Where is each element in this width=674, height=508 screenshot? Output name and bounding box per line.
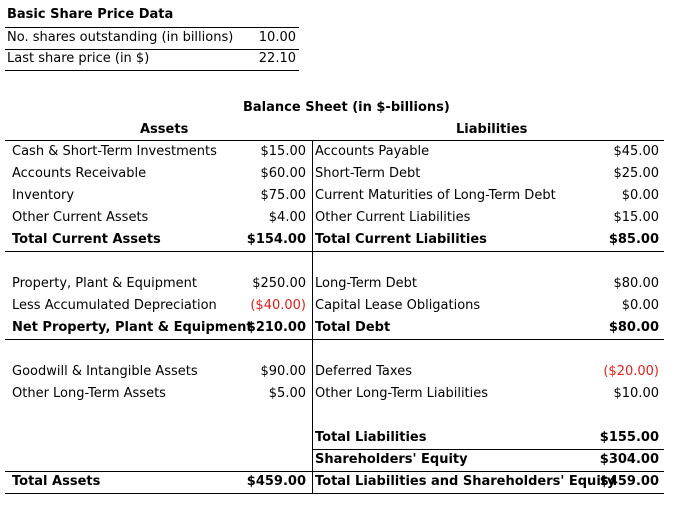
share-block-bottom-border xyxy=(5,70,299,71)
total-row-bottom-border xyxy=(5,493,664,494)
total-row-top-border xyxy=(5,471,664,472)
liability-value: ($20.00) xyxy=(603,364,659,379)
share-row-label: Last share price (in $) xyxy=(7,51,150,66)
column-divider xyxy=(312,140,313,493)
liability-label: Total Debt xyxy=(315,320,391,335)
liability-value: $15.00 xyxy=(613,210,659,225)
subtotal-underline xyxy=(5,339,664,340)
liability-label: Other Current Liabilities xyxy=(315,210,471,225)
asset-value: $250.00 xyxy=(252,276,306,291)
share-row-value: 22.10 xyxy=(258,51,296,66)
liability-label: Total Liabilities and Shareholders' Equity xyxy=(315,474,616,489)
asset-label: Cash & Short-Term Investments xyxy=(12,144,217,159)
liability-value: $155.00 xyxy=(599,430,659,445)
asset-value: $15.00 xyxy=(260,144,306,159)
asset-label: Inventory xyxy=(12,188,75,203)
asset-label: Less Accumulated Depreciation xyxy=(12,298,217,313)
liabilities-header: Liabilities xyxy=(456,122,528,137)
liability-label: Current Maturities of Long-Term Debt xyxy=(315,188,556,203)
asset-value: $154.00 xyxy=(246,232,306,247)
liability-label: Shareholders' Equity xyxy=(315,452,468,467)
asset-value: $60.00 xyxy=(260,166,306,181)
asset-label: Other Current Assets xyxy=(12,210,149,225)
share-data-title: Basic Share Price Data xyxy=(7,7,174,22)
asset-value: $4.00 xyxy=(268,210,306,225)
liability-label: Accounts Payable xyxy=(315,144,430,159)
liability-value: $10.00 xyxy=(613,386,659,401)
assets-header: Assets xyxy=(140,122,189,137)
asset-value: $210.00 xyxy=(246,320,306,335)
asset-label: Net Property, Plant & Equipment xyxy=(12,320,253,335)
liability-label: Total Liabilities xyxy=(315,430,427,445)
liability-label: Other Long-Term Liabilities xyxy=(315,386,489,401)
asset-value: $75.00 xyxy=(260,188,306,203)
liability-value: $25.00 xyxy=(613,166,659,181)
share-row-value: 10.00 xyxy=(258,30,296,45)
liability-value: $80.00 xyxy=(608,320,659,335)
liability-value: $85.00 xyxy=(608,232,659,247)
liability-value: $80.00 xyxy=(613,276,659,291)
asset-label: Goodwill & Intangible Assets xyxy=(12,364,198,379)
asset-label: Total Assets xyxy=(12,474,101,489)
asset-value: $459.00 xyxy=(246,474,306,489)
asset-label: Other Long-Term Assets xyxy=(12,386,166,401)
share-row-label: No. shares outstanding (in billions) xyxy=(7,30,234,45)
liability-label: Long-Term Debt xyxy=(315,276,417,291)
asset-value: $90.00 xyxy=(260,364,306,379)
asset-value: $5.00 xyxy=(268,386,306,401)
liability-value: $0.00 xyxy=(621,298,659,313)
liability-value: $459.00 xyxy=(599,474,659,489)
liability-value: $45.00 xyxy=(613,144,659,159)
asset-value: ($40.00) xyxy=(250,298,306,313)
subtotal-underline xyxy=(5,251,664,252)
balance-sheet-title: Balance Sheet (in $-billions) xyxy=(243,100,450,115)
asset-label: Accounts Receivable xyxy=(12,166,147,181)
liability-label: Short-Term Debt xyxy=(315,166,421,181)
liability-label: Total Current Liabilities xyxy=(315,232,487,247)
liability-value: $304.00 xyxy=(599,452,659,467)
asset-label: Property, Plant & Equipment xyxy=(12,276,197,291)
asset-label: Total Current Assets xyxy=(12,232,161,247)
liability-value: $0.00 xyxy=(621,188,659,203)
liability-label: Capital Lease Obligations xyxy=(315,298,481,313)
liability-label: Deferred Taxes xyxy=(315,364,412,379)
